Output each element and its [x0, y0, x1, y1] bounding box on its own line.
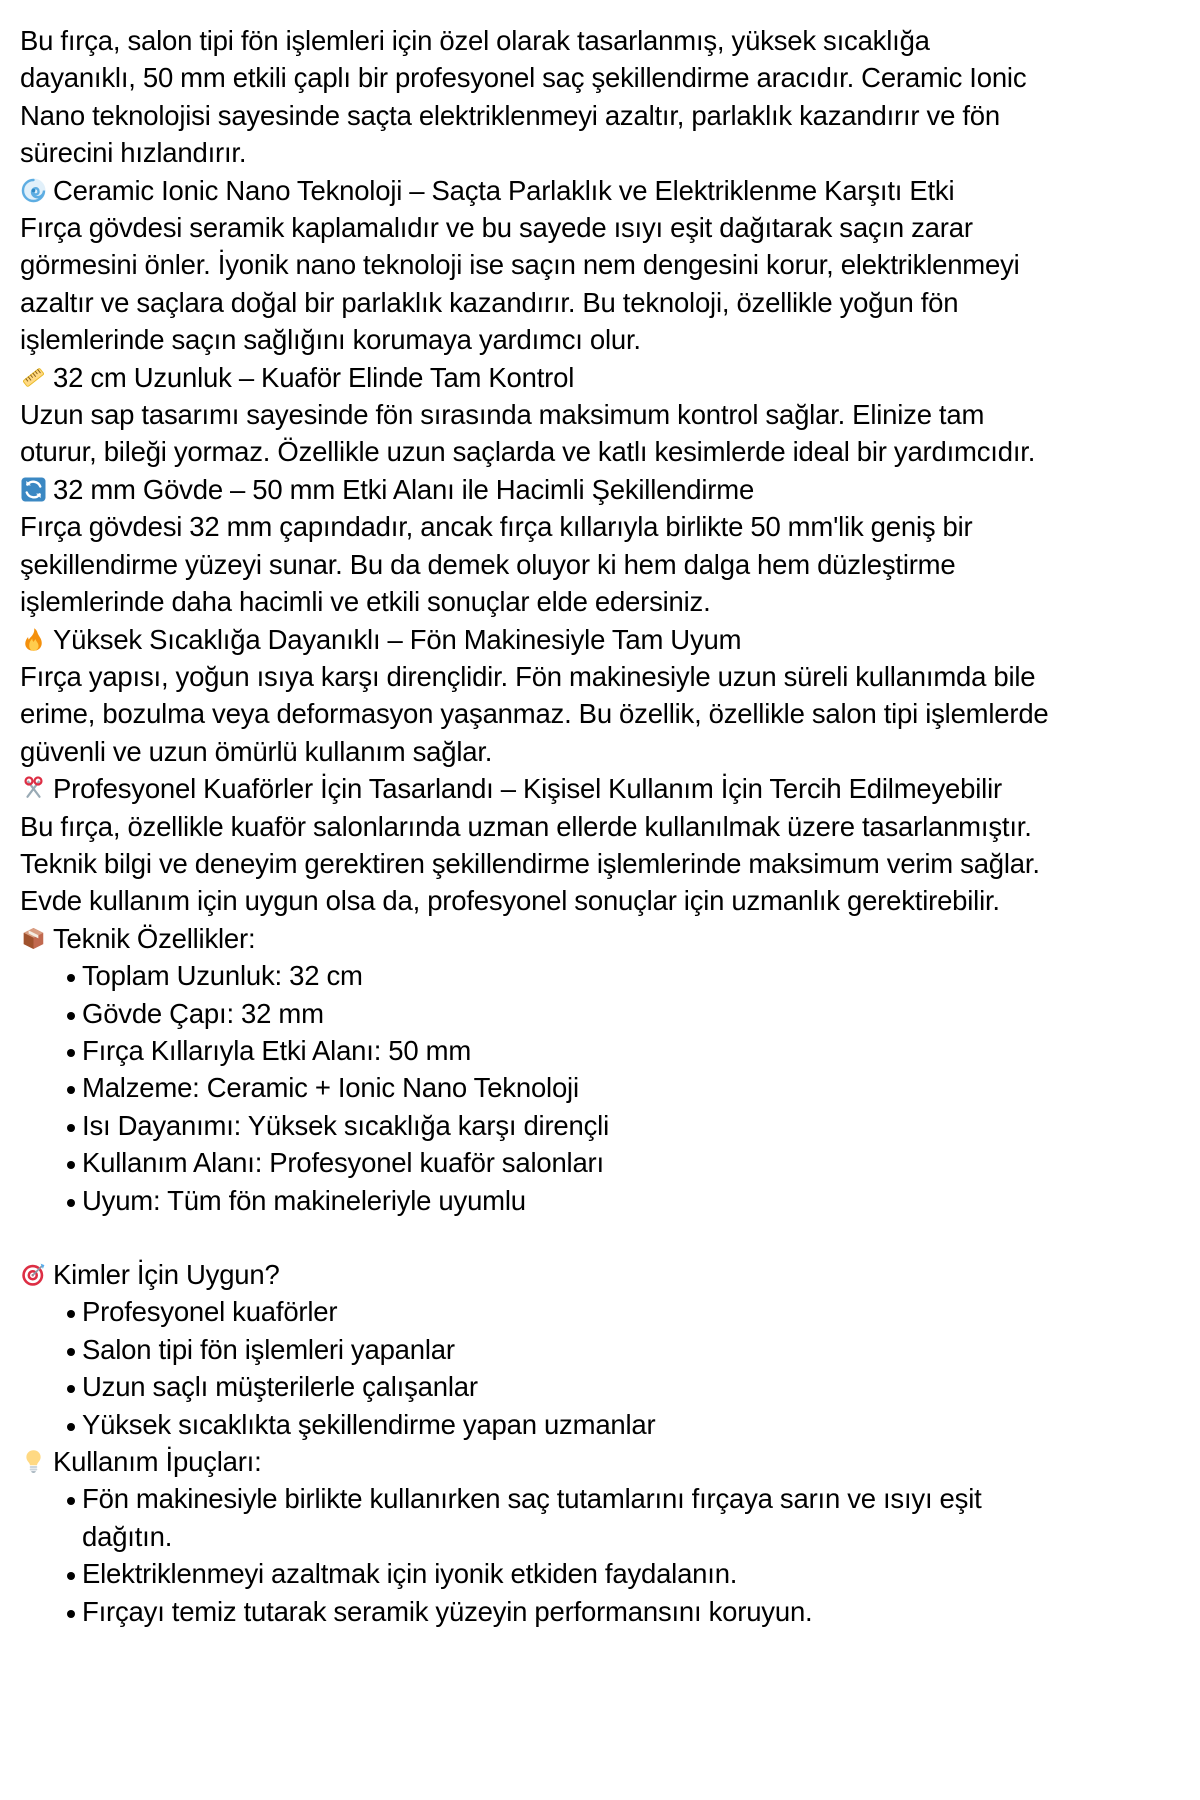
section-heading-text: Yüksek Sıcaklığa Dayanıklı – Fön Makinesiyle Tam Uyum: [53, 623, 742, 655]
list-item: Fön makinesiyle birlikte kullanırken saç tutamlarını fırçaya sarın ve ısıyı eşit dağıtın.: [20, 1480, 1050, 1555]
list-item: Malzeme: Ceramic + Ionic Nano Teknoloji: [20, 1069, 1050, 1106]
audience-heading-text: Kimler İçin Uygun?: [53, 1259, 280, 1290]
counterclockwise-arrows-icon: [20, 476, 47, 503]
list-item: Kullanım Alanı: Profesyonel kuaför salonları: [20, 1144, 1050, 1181]
section-body-body-diameter: Fırça gövdesi 32 mm çapındadır, ancak fırça kıllarıyla birlikte 50 mm'lik geniş bir şekillendirme yüzeyi sunar. Bu da demek oluyor ki hem dalga hem düzleştirme işlemlerinde daha hacimli ve etkili sonuçlar elde edersiniz.: [20, 511, 973, 618]
section-spacer: [20, 1219, 1050, 1256]
lightbulb-icon: [20, 1448, 47, 1475]
list-item: Isı Dayanımı: Yüksek sıcaklığa karşı dirençli: [20, 1107, 1050, 1144]
product-description: [20, 22, 1050, 1630]
section-heading-text: Ceramic Ionic Nano Teknoloji – Saçta Parlaklık ve Elektriklenme Karşıtı Etki: [53, 174, 955, 206]
list-item: Uzun saçlı müşterilerle çalışanlar: [20, 1368, 1050, 1405]
target-icon: [20, 1261, 47, 1288]
list-item: Gövde Çapı: 32 mm: [20, 995, 1050, 1032]
section-heading-text: 32 cm Uzunluk – Kuaför Elinde Tam Kontrol: [53, 361, 575, 393]
section-heading-heat-resistant: [20, 621, 1050, 658]
package-icon: [20, 925, 47, 952]
list-item: Fırçayı temiz tutarak seramik yüzeyin performansını koruyun.: [20, 1593, 1050, 1630]
section-heading-body-diameter: [20, 471, 1050, 508]
list-item: Uyum: Tüm fön makineleriyle uyumlu: [20, 1182, 1050, 1219]
section-heading-text: 32 mm Gövde – 50 mm Etki Alanı ile Hacimli Şekillendirme: [53, 473, 755, 505]
ruler-icon: [20, 364, 47, 391]
list-item: Fırça Kıllarıyla Etki Alanı: 50 mm: [20, 1032, 1050, 1069]
tips-heading: [20, 1443, 1050, 1480]
section-heading-ceramic-ionic-nano: [20, 172, 1050, 209]
section-body-ceramic-ionic-nano: Fırça gövdesi seramik kaplamalıdır ve bu sayede ısıyı eşit dağıtarak saçın zarar görmesini önler. İyonik nano teknoloji ise saçın nem dengesini korur, elektriklenmeyi azaltır ve saçlara doğal bir parlaklık kazandırır. Bu teknoloji, özellikle yoğun fön işlemlerinde saçın sağlığını korumaya yardımcı olur.: [20, 212, 1020, 356]
list-item: Salon tipi fön işlemleri yapanlar: [20, 1331, 1050, 1368]
tips-list: [20, 1480, 1050, 1630]
intro-paragraph: Bu fırça, salon tipi fön işlemleri için özel olarak tasarlanmış, yüksek sıcaklığa dayanıklı, 50 mm etkili çaplı bir profesyonel saç şekillendirme aracıdır. Ceramic Ionic Nano teknolojisi sayesinde saçta elektriklenmeyi azaltır, parlaklık kazandırır ve fön sürecini hızlandırır.: [20, 25, 1027, 169]
list-item: Elektriklenmeyi azaltmak için iyonik etkiden faydalanın.: [20, 1555, 1050, 1592]
specs-heading: [20, 920, 1050, 957]
list-item: Yüksek sıcaklıkta şekillendirme yapan uzmanlar: [20, 1406, 1050, 1443]
specs-heading-text: Teknik Özellikler:: [53, 922, 256, 954]
specs-list: [20, 957, 1050, 1219]
fire-icon: [20, 626, 47, 653]
list-item: Toplam Uzunluk: 32 cm: [20, 957, 1050, 994]
section-heading-text: Profesyonel Kuaförler İçin Tasarlandı – Kişisel Kullanım İçin Tercih Edilmeyebilir: [53, 773, 1002, 805]
audience-heading: [20, 1256, 1050, 1293]
cyclone-icon: [20, 177, 47, 204]
list-item: Profesyonel kuaförler: [20, 1293, 1050, 1330]
scissors-icon: [20, 775, 47, 802]
section-body-heat-resistant: Fırça yapısı, yoğun ısıya karşı dirençlidir. Fön makinesiyle uzun süreli kullanımda bile erime, bozulma veya deformasyon yaşanmaz. Bu özellik, özellikle salon tipi işlemlerde güvenli ve uzun ömürlü kullanım sağlar.: [20, 660, 1049, 767]
section-body-length: Uzun sap tasarımı sayesinde fön sırasında maksimum kontrol sağlar. Elinize tam oturur, bileği yormaz. Özellikle uzun saçlarda ve katlı kesimlerde ideal bir yardımcıdır.: [20, 399, 1036, 468]
audience-list: [20, 1293, 1050, 1443]
section-body-professional: Bu fırça, özellikle kuaför salonlarında uzman ellerde kullanılmak üzere tasarlanmıştır. Teknik bilgi ve deneyim gerektiren şekillendirme işlemlerinde maksimum verim sağlar. Evde kullanım için uygun olsa da, profesyonel sonuçlar için uzmanlık gerektirebilir.: [20, 810, 1040, 917]
tips-heading-text: Kullanım İpuçları:: [53, 1446, 262, 1478]
section-heading-length: [20, 359, 1050, 396]
section-heading-professional: [20, 770, 1050, 807]
